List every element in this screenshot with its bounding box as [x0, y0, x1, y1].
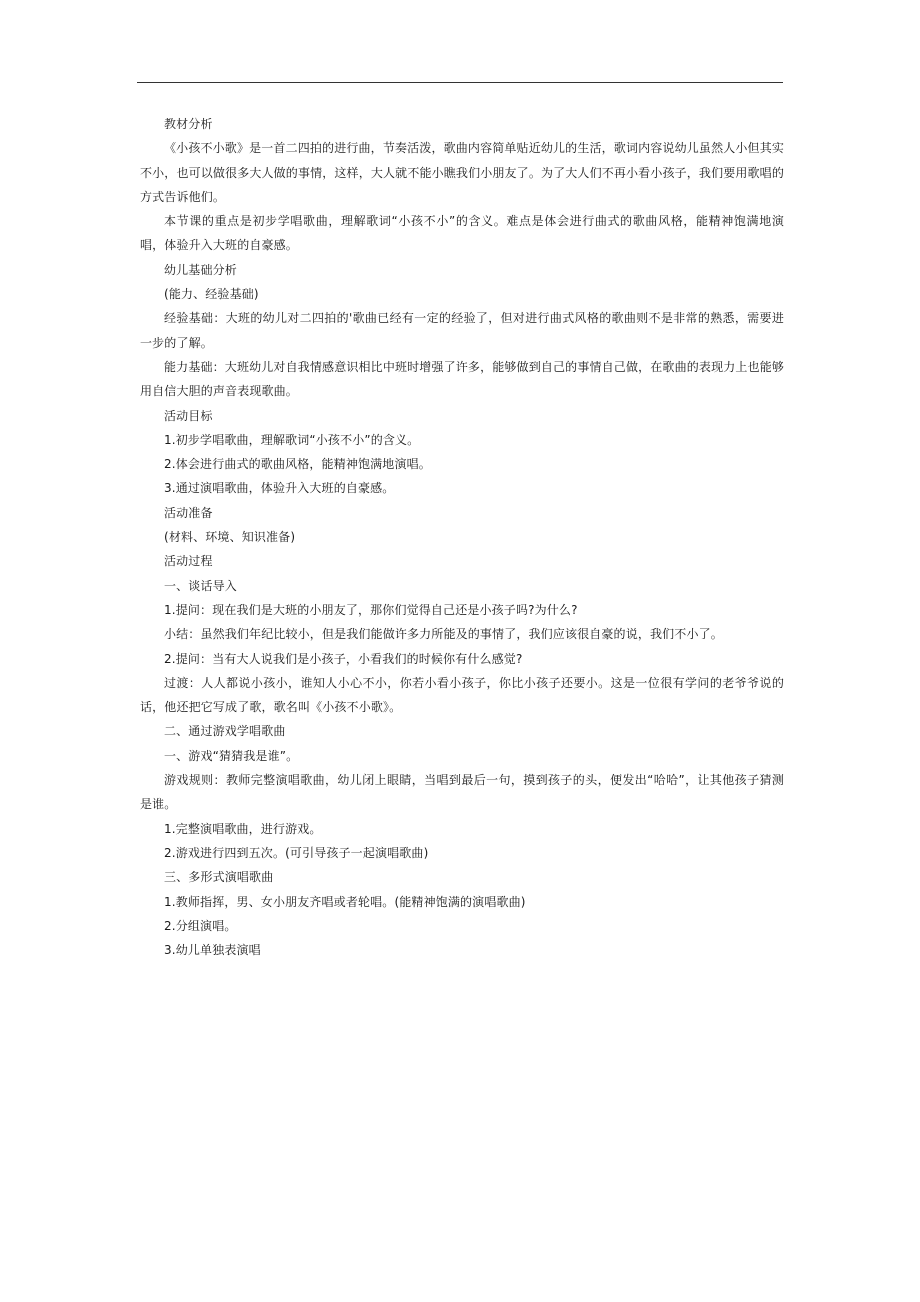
list-item: 1.教师指挥，男、女小朋友齐唱或者轮唱。(能精神饱满的演唱歌曲) — [164, 894, 526, 909]
subsection-heading: 二、通过游戏学唱歌曲 — [164, 724, 286, 739]
list-item: 1.初步学唱歌曲，理解歌词“小孩不小”的含义。 — [164, 432, 420, 447]
section-heading: 教材分析 — [164, 117, 213, 131]
section-heading: 活动过程 — [164, 554, 213, 569]
subsection-heading: 一、游戏“猜猜我是谁”。 — [164, 748, 299, 763]
paragraph: 本节课的重点是初步学唱歌曲，理解歌词“小孩不小”的含义。难点是体会进行曲式的歌曲风格，能精神饱满地演唱，体验升入大班的自豪感。 — [140, 214, 784, 253]
list-item: 2.游戏进行四到五次。(可引导孩子一起演唱歌曲) — [164, 845, 429, 860]
list-item: 3.通过演唱歌曲，体验升入大班的自豪感。 — [164, 481, 395, 496]
paragraph: 经验基础：大班的幼儿对二四拍的'歌曲已经有一定的经验了，但对进行曲式风格的歌曲则不是非常的熟悉，需要进一步的了解。 — [140, 311, 784, 350]
list-item: 3.幼儿单独表演唱 — [164, 943, 261, 958]
section-heading: 活动目标 — [164, 408, 213, 423]
section-heading: 幼儿基础分析 — [164, 262, 237, 277]
subsection-heading: 一、谈话导入 — [164, 578, 237, 593]
paragraph: 游戏规则：教师完整演唱歌曲，幼儿闭上眼睛，当唱到最后一句，摸到孩子的头，便发出“哈哈”，让其他孩子猜测是谁。 — [140, 773, 784, 812]
paragraph: 能力基础：大班幼儿对自我情感意识相比中班时增强了许多，能够做到自己的事情自己做，在歌曲的表现力上也能够用自信大胆的声音表现歌曲。 — [140, 359, 784, 399]
list-item: 1.完整演唱歌曲，进行游戏。 — [164, 821, 322, 836]
list-item: 2.体会进行曲式的歌曲风格，能精神饱满地演唱。 — [164, 457, 431, 472]
list-item: 1.提问：现在我们是大班的小朋友了，那你们觉得自己还是小孩子吗?为什么? — [164, 602, 578, 617]
list-item: 2.分组演唱。 — [164, 918, 237, 933]
document-body — [140, 112, 784, 962]
list-item: 2.提问：当有大人说我们是小孩子，小看我们的时候你有什么感觉? — [164, 651, 523, 666]
header-rule — [137, 82, 783, 83]
section-heading: 活动准备 — [164, 505, 213, 520]
paragraph: 《小孩不小歌》是一首二四拍的进行曲，节奏活泼，歌曲内容简单贴近幼儿的生活，歌词内容说幼儿虽然人小但其实不小，也可以做很多大人做的事情，这样，大人就不能小瞧我们小朋友了。为了大人们不再小看小孩子，我们要用歌唱的方式告诉他们。 — [140, 141, 784, 204]
paragraph: 小结：虽然我们年纪比较小，但是我们能做许多力所能及的事情了，我们应该很自豪的说，我们不小了。 — [164, 627, 723, 642]
paragraph: (材料、环境、知识准备) — [164, 530, 296, 545]
paragraph: (能力、经验基础) — [164, 287, 259, 302]
paragraph: 过渡：人人都说小孩小，谁知人小心不小，你若小看小孩子，你比小孩子还要小。这是一位很有学问的老爷爷说的话，他还把它写成了歌，歌名叫《小孩不小歌》。 — [140, 675, 784, 715]
subsection-heading: 三、多形式演唱歌曲 — [164, 870, 274, 885]
